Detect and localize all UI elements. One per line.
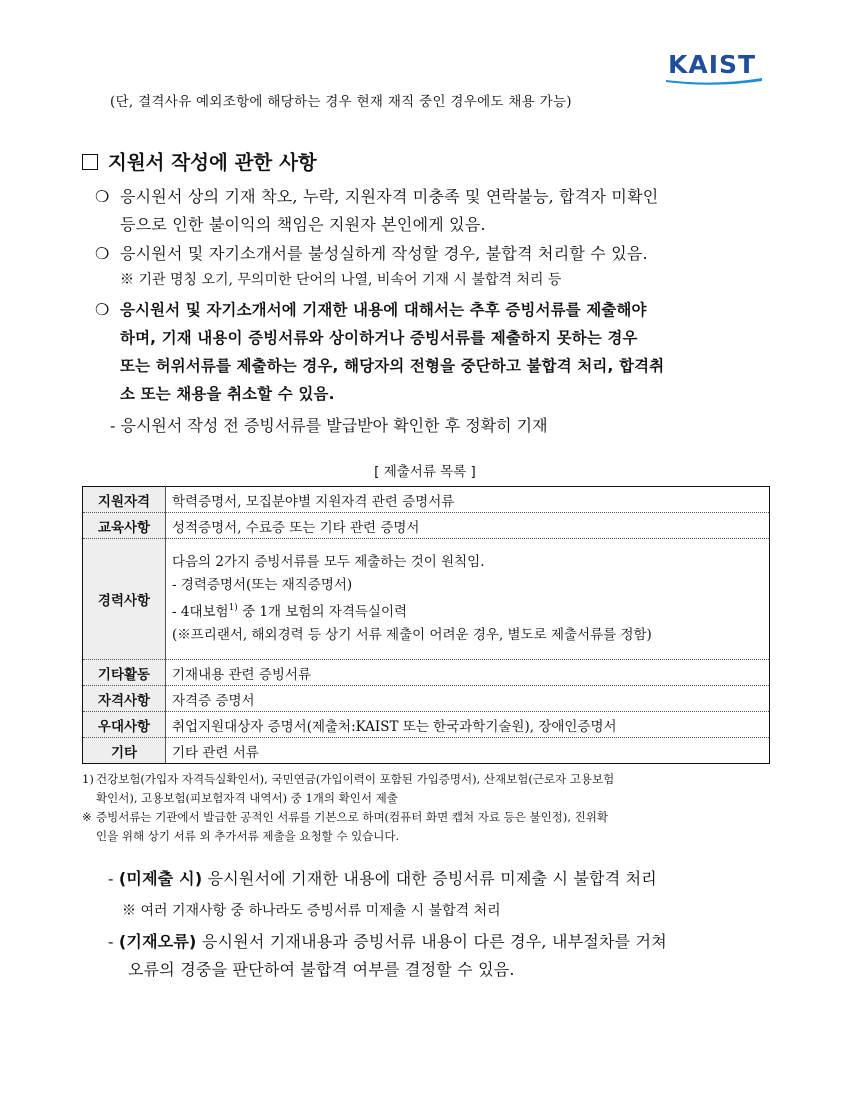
career-line-3-tail: 중 1개 보험의 자격득실이력 — [237, 604, 408, 620]
notice-item-1 — [95, 183, 785, 239]
logo-swoosh-icon — [664, 77, 764, 85]
section-title-text: 지원서 작성에 관한 사항 — [108, 151, 317, 174]
notice-item-3-line-1: 응시원서 및 자기소개서에 기재한 내용에 대해서는 추후 증빙서류를 제출해야 — [120, 301, 647, 319]
footnote-label: ※ — [82, 810, 92, 824]
table-row — [83, 513, 770, 539]
table-row — [83, 660, 770, 686]
row-head: 우대사항 — [83, 712, 166, 738]
footnote-line: 인을 위해 상기 서류 외 추가서류 제출을 요청할 수 있습니다. — [96, 829, 400, 843]
row-value: 기재내용 관련 증빙서류 — [166, 660, 770, 686]
circle-bullet-icon: ❍ — [95, 300, 110, 319]
section-title — [82, 147, 317, 175]
documents-table — [82, 486, 770, 764]
missing-note: ※ 여러 기재사항 중 하나라도 증빙서류 미제출 시 불합격 처리 — [122, 903, 501, 919]
notice-item-1-line-1: 응시원서 상의 기재 착오, 누락, 지원자격 미충족 및 연락불능, 합격자 미확인 — [120, 187, 659, 206]
error-text: 응시원서 기재내용과 증빙서류 내용이 다른 경우, 내부절차를 거쳐 — [196, 932, 667, 951]
row-head: 경력사항 — [83, 539, 166, 660]
career-line-4: (※프리랜서, 해외경력 등 상기 서류 제출이 어려운 경우, 별도로 제출서류를 정함) — [172, 627, 652, 643]
row-head: 기타 — [83, 738, 166, 764]
row-value: 성적증명서, 수료증 또는 기타 관련 증명서 — [166, 513, 770, 539]
notice-item-2-line-1: 응시원서 및 자기소개서를 불성실하게 작성할 경우, 불합격 처리할 수 있음. — [120, 244, 648, 263]
footnote-label: 1) — [82, 772, 94, 786]
logo-text: KAIST — [668, 50, 757, 79]
checkbox-square-icon — [82, 154, 98, 170]
row-head: 자격사항 — [83, 686, 166, 712]
notice-item-2 — [95, 240, 785, 268]
kaist-logo — [664, 50, 764, 86]
table-row — [83, 539, 770, 660]
footnote-2 — [82, 808, 772, 846]
notice-item-3-line-4: 소 또는 채용을 취소할 수 있음. — [120, 385, 335, 403]
career-line-3-text: - 4대보험 — [172, 604, 229, 620]
circle-bullet-icon: ❍ — [95, 244, 110, 263]
missing-text: 응시원서에 기재한 내용에 대한 증빙서류 미제출 시 불합격 처리 — [202, 869, 657, 888]
notice-item-3-line-3: 또는 허위서류를 제출하는 경우, 해당자의 전형을 중단하고 불합격 처리, 합격취 — [120, 357, 665, 375]
footnotes — [82, 770, 772, 846]
career-line-1: 다음의 2가지 증빙서류를 모두 제출하는 것이 원칙임. — [172, 554, 485, 570]
row-head: 기타활동 — [83, 660, 166, 686]
row-head: 지원자격 — [83, 487, 166, 513]
footnote-ref: 1) — [228, 603, 238, 613]
table-row — [83, 712, 770, 738]
sub-note: ※ 기관 명칭 오기, 무의미한 단어의 나열, 비속어 기재 시 불합격 처리 등 — [120, 272, 562, 288]
notice-item-3-line-2: 하며, 기재 내용이 증빙서류와 상이하거나 증빙서류를 제출하지 못하는 경우 — [120, 329, 638, 347]
row-head: 교육사항 — [83, 513, 166, 539]
circle-bullet-icon: ❍ — [95, 187, 110, 206]
row-value: 자격증 증명서 — [166, 686, 770, 712]
table-row — [83, 686, 770, 712]
row-value — [166, 539, 770, 660]
table-row — [83, 487, 770, 513]
table-caption: [ 제출서류 목록 ] — [374, 464, 476, 480]
career-line-2: - 경력증명서(또는 재직증명서) — [172, 577, 353, 593]
top-note: (단, 결격사유 예외조항에 해당하는 경우 현재 재직 중인 경우에도 채용 가능) — [110, 94, 572, 110]
dash-note: - 응시원서 작성 전 증빙서류를 발급받아 확인한 후 정확히 기재 — [110, 416, 548, 435]
entry-error-line: - (기재오류) 응시원서 기재내용과 증빙서류 내용이 다른 경우, 내부절차를 거쳐 — [108, 932, 667, 951]
entry-error-line-2: 오류의 경중을 판단하여 불합격 여부를 결정할 수 있음. — [128, 960, 515, 979]
missing-label: (미제출 시) — [118, 869, 203, 888]
notice-item-1-line-2: 등으로 인한 불이익의 책임은 지원자 본인에게 있음. — [120, 215, 486, 234]
row-value: 학력증명서, 모집분야별 지원자격 관련 증명서류 — [166, 487, 770, 513]
footnote-line: 건강보험(가입자 자격득실확인서), 국민연금(가입이력이 포함된 가입증명서), 산재보험(근로자 고용보험 — [96, 772, 615, 786]
row-value: 취업지원대상자 증명서(제출처:KAIST 또는 한국과학기술원), 장애인증명서 — [166, 712, 770, 738]
footnote-line: 증빙서류는 기관에서 발급한 공적인 서류를 기본으로 하며(컴퓨터 화면 캡쳐 자료 등은 불인정), 진위확 — [96, 810, 608, 824]
footnote-line: 확인서), 고용보험(피보험자격 내역서) 중 1개의 확인서 제출 — [96, 791, 398, 805]
row-value: 기타 관련 서류 — [166, 738, 770, 764]
missing-submission-line: - (미제출 시) 응시원서에 기재한 내용에 대한 증빙서류 미제출 시 불합격 처리 — [108, 869, 657, 888]
table-row — [83, 738, 770, 764]
notice-item-3 — [95, 296, 785, 408]
career-line-3 — [172, 597, 763, 624]
footnote-1 — [82, 770, 772, 808]
error-label: (기재오류) — [118, 932, 197, 951]
